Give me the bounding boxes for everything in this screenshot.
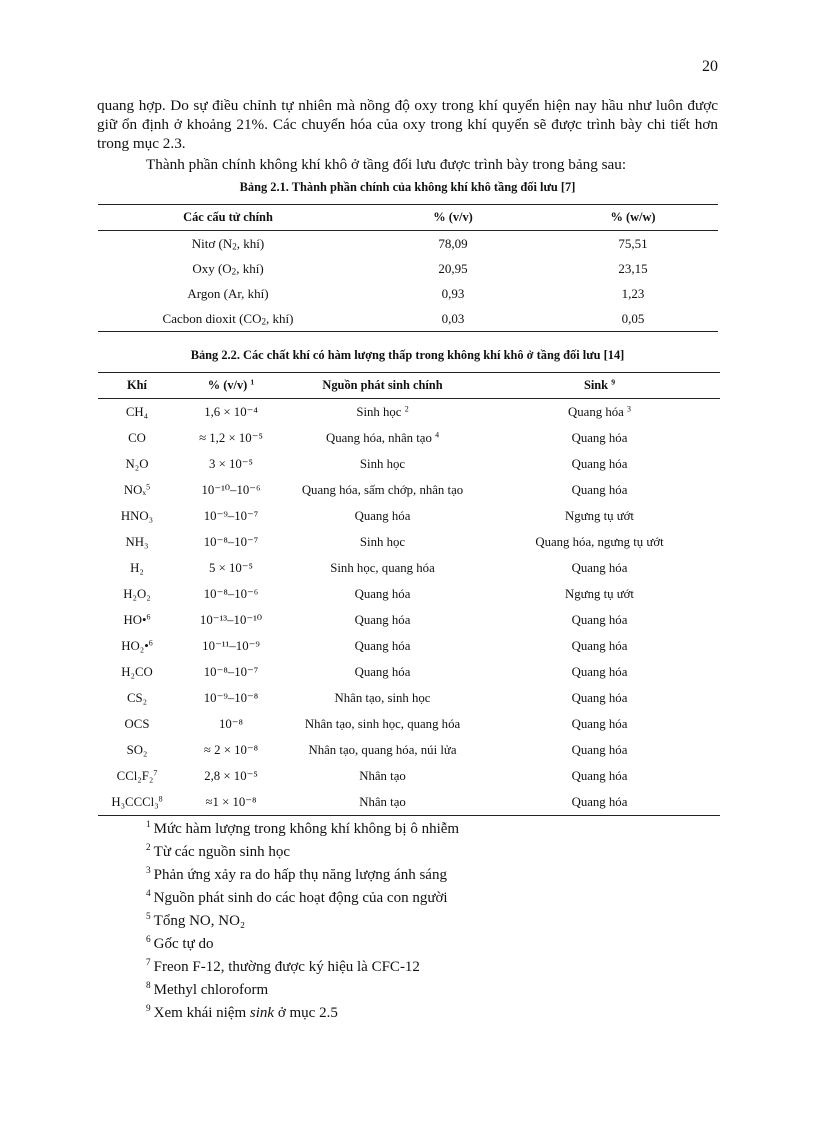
cell-sink: Quang hóa bbox=[571, 612, 628, 627]
cell-concentration: 10⁻⁹–10⁻⁷ bbox=[203, 508, 259, 523]
table-2-caption: Bảng 2.2. Các chất khí có hàm lượng thấp trong không khí khô ở tầng đối lưu [14] bbox=[190, 348, 625, 362]
cell-source: Nhân tạo, sinh học, quang hóa bbox=[304, 716, 461, 731]
footnote-item: $^6$ Gốc tự do bbox=[146, 935, 214, 952]
cell-sink: Quang hóa, ngưng tụ ướt bbox=[535, 534, 664, 549]
col-header-vv: % (v/v) bbox=[358, 205, 548, 231]
cell-sink: Quang hóa bbox=[571, 742, 628, 757]
cell-vv: 78,09 bbox=[438, 235, 468, 251]
cell-sink: Quang hóa bbox=[571, 690, 628, 705]
cell-concentration: ≈1 × 10⁻⁸ bbox=[205, 794, 257, 809]
table-row bbox=[98, 503, 720, 529]
table-row bbox=[98, 737, 720, 763]
table-row bbox=[98, 711, 720, 737]
cell-gas: CO bbox=[128, 430, 146, 445]
cell-source: Quang hóa, nhân tạo $^4$ bbox=[325, 429, 440, 445]
table-row bbox=[98, 306, 718, 332]
cell-sink: Ngưng tụ ướt bbox=[565, 508, 634, 523]
cell-sink: Quang hóa $^3$ bbox=[568, 403, 631, 419]
cell-concentration: 10⁻¹⁰–10⁻⁶ bbox=[201, 482, 261, 497]
cell-source: Quang hóa bbox=[354, 586, 411, 601]
cell-sink: Quang hóa bbox=[571, 482, 628, 497]
cell-gas: NOₓ$^5$ bbox=[123, 481, 151, 497]
cell-component: Argon (Ar, khí) bbox=[187, 285, 269, 301]
footnote-item: $^1$ Mức hàm lượng trong không khí không bị ô nhiễm bbox=[146, 820, 460, 837]
table-row bbox=[98, 529, 720, 555]
table-row bbox=[98, 451, 720, 477]
cell-component: Oxy ($O_2$, khí) bbox=[192, 260, 264, 276]
table-row bbox=[98, 399, 720, 426]
cell-sink: Quang hóa bbox=[571, 664, 628, 679]
cell-source: Quang hóa bbox=[354, 508, 411, 523]
cell-source: Nhân tạo, sinh học bbox=[334, 690, 431, 705]
cell-concentration: 10⁻⁸ bbox=[218, 716, 243, 731]
cell-sink: Quang hóa bbox=[571, 716, 628, 731]
cell-gas: CCl₂F₂$^7$ bbox=[116, 767, 158, 783]
cell-gas: H₂O₂ bbox=[123, 586, 151, 601]
table-row bbox=[98, 281, 718, 306]
table-row bbox=[98, 581, 720, 607]
cell-source: Nhân tạo bbox=[359, 768, 406, 783]
cell-source: Sinh học $^2$ bbox=[356, 403, 409, 419]
cell-concentration: 10⁻¹³–10⁻¹⁰ bbox=[199, 612, 263, 627]
cell-sink: Quang hóa bbox=[571, 768, 628, 783]
cell-concentration: 3 × 10⁻⁵ bbox=[208, 456, 254, 471]
footnote-item: $^4$ Nguồn phát sinh do các hoạt động của con người bbox=[146, 889, 448, 906]
cell-component: Nitơ ($N_2$, khí) bbox=[191, 235, 265, 251]
cell-gas: HNO₃ bbox=[120, 508, 154, 523]
table-row bbox=[98, 477, 720, 503]
cell-concentration: 2,8 × 10⁻⁵ bbox=[204, 768, 258, 783]
table-row bbox=[98, 763, 720, 789]
footnote-item: $^9$ Xem khái niệm sink ở mục 2.5 bbox=[146, 1004, 338, 1021]
cell-source: Sinh học, quang hóa bbox=[330, 560, 435, 575]
cell-source: Sinh học bbox=[359, 456, 406, 471]
cell-sink: Quang hóa bbox=[571, 456, 628, 471]
table-row bbox=[98, 425, 720, 451]
cell-concentration: 10⁻⁸–10⁻⁷ bbox=[203, 664, 259, 679]
page-number: 20 bbox=[702, 58, 718, 75]
cell-concentration: 5 × 10⁻⁵ bbox=[208, 560, 254, 575]
cell-vv: 0,03 bbox=[441, 310, 465, 326]
table-trace-gases bbox=[98, 372, 720, 816]
table-row bbox=[98, 659, 720, 685]
cell-gas: CH₄ bbox=[125, 404, 149, 419]
cell-ww: 1,23 bbox=[621, 285, 645, 301]
cell-source: Quang hóa bbox=[354, 664, 411, 679]
table-row bbox=[98, 789, 720, 816]
col-header-component: Các cấu tử chính bbox=[98, 205, 358, 231]
footnote-item: $^5$ Tổng NO, NO₂ bbox=[146, 912, 246, 929]
cell-gas: HO•$^6$ bbox=[123, 611, 151, 627]
cell-gas: H₃CCCl₃$^8$ bbox=[111, 793, 163, 809]
table-header-row bbox=[98, 373, 720, 399]
cell-gas: N₂O bbox=[125, 456, 149, 471]
cell-sink: Quang hóa bbox=[571, 794, 628, 809]
table-row bbox=[98, 685, 720, 711]
cell-source: Quang hóa bbox=[354, 638, 411, 653]
col-header-concentration: % (v/v) $^1$ bbox=[176, 373, 286, 399]
table-row bbox=[98, 256, 718, 281]
cell-concentration: 10⁻⁸–10⁻⁶ bbox=[203, 586, 259, 601]
footnote-item: $^7$ Freon F-12, thường được ký hiệu là CFC-12 bbox=[146, 958, 420, 975]
table-row bbox=[98, 555, 720, 581]
cell-vv: 20,95 bbox=[438, 260, 468, 276]
cell-gas: SO₂ bbox=[126, 742, 148, 757]
footnote-item: $^8$ Methyl chloroform bbox=[146, 981, 269, 998]
footnotes bbox=[146, 820, 459, 1027]
col-header-sink: Sink $^9$ bbox=[479, 373, 720, 399]
cell-gas: HO₂•$^6$ bbox=[121, 637, 153, 653]
paragraph-1: quang hợp. Do sự điều chỉnh tự nhiên mà nồng độ oxy trong khí quyển hiện nay hầu như luôn được giữ ổn định ở khoảng 21%. Các chuyển hóa của oxy trong khí quyển sẽ được trình bày chi tiết hơn trong mục 2.3. bbox=[97, 97, 718, 152]
cell-vv: 0,93 bbox=[441, 285, 465, 301]
cell-gas: NH₃ bbox=[125, 534, 149, 549]
cell-concentration: ≈ 1,2 × 10⁻⁵ bbox=[199, 430, 263, 445]
cell-concentration: 10⁻¹¹–10⁻⁹ bbox=[202, 638, 260, 653]
cell-concentration: ≈ 2 × 10⁻⁸ bbox=[203, 742, 259, 757]
table-1-caption: Bảng 2.1. Thành phần chính của không khí khô tầng đối lưu [7] bbox=[239, 180, 576, 194]
cell-sink: Quang hóa bbox=[571, 430, 628, 445]
col-header-ww: % (w/w) bbox=[548, 205, 718, 231]
cell-source: Sinh học bbox=[359, 534, 406, 549]
cell-gas: H₂ bbox=[130, 560, 144, 575]
cell-ww: 75,51 bbox=[618, 235, 648, 251]
table-header-row bbox=[98, 205, 718, 231]
footnote-item: $^3$ Phản ứng xảy ra do hấp thụ năng lượng ánh sáng bbox=[146, 866, 447, 883]
table-row bbox=[98, 607, 720, 633]
cell-concentration: 10⁻⁹–10⁻⁸ bbox=[203, 690, 259, 705]
table-row bbox=[98, 231, 718, 257]
footnote-item: $^2$ Từ các nguồn sinh học bbox=[146, 843, 291, 860]
col-header-source: Nguồn phát sinh chính bbox=[286, 373, 479, 399]
cell-source: Nhân tạo, quang hóa, núi lửa bbox=[308, 742, 457, 757]
cell-gas: H₂CO bbox=[121, 664, 153, 679]
cell-source: Quang hóa, sấm chớp, nhân tạo bbox=[301, 482, 464, 497]
cell-ww: 23,15 bbox=[618, 260, 648, 276]
table-row bbox=[98, 633, 720, 659]
cell-sink: Ngưng tụ ướt bbox=[565, 586, 634, 601]
table-main-components bbox=[98, 204, 718, 332]
cell-source: Quang hóa bbox=[354, 612, 411, 627]
cell-sink: Quang hóa bbox=[571, 560, 628, 575]
cell-concentration: 1,6 × 10⁻⁴ bbox=[204, 404, 258, 419]
cell-source: Nhân tạo bbox=[359, 794, 406, 809]
cell-concentration: 10⁻⁸–10⁻⁷ bbox=[203, 534, 259, 549]
cell-sink: Quang hóa bbox=[571, 638, 628, 653]
paragraph-2: Thành phần chính không khí khô ở tầng đối lưu được trình bày trong bảng sau: bbox=[146, 156, 627, 173]
cell-component: Cacbon dioxit ($CO_2$, khí) bbox=[162, 310, 294, 326]
cell-gas: OCS bbox=[124, 716, 150, 731]
cell-gas: CS₂ bbox=[126, 690, 148, 705]
cell-ww: 0,05 bbox=[621, 310, 645, 326]
col-header-gas: Khí bbox=[98, 373, 176, 399]
